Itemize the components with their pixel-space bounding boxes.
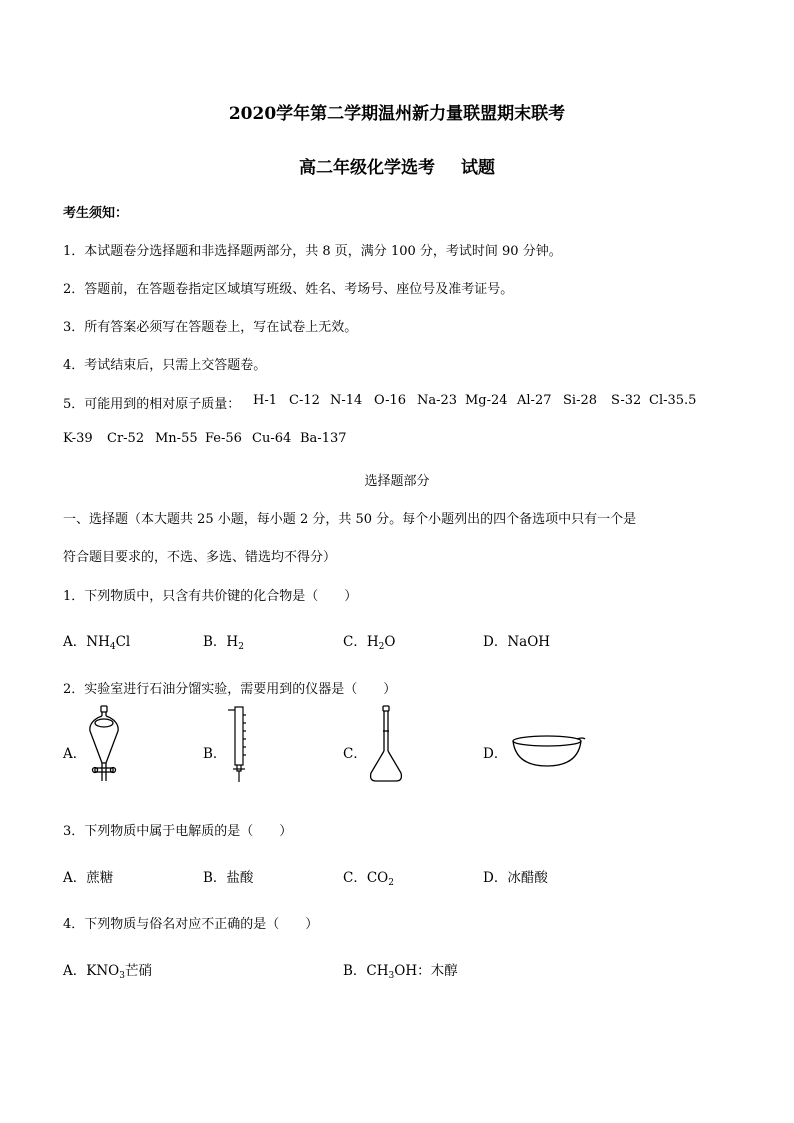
mass-cu: Cu-64 [252,431,292,446]
atomic-mass-prefix: 5．可能用到的相对原子质量： [63,397,241,412]
q3-option-a: A．蔗糖 [63,870,114,886]
question-3-stem: 3．下列物质中属于电解质的是（ ） [63,824,293,839]
mass-na: Na-23 [417,393,458,408]
notice-item-5 [63,393,240,412]
subtitle-suffix: 试题 [461,158,495,178]
notice-item-1: 1．本试题卷分选择题和非选择题两部分，共 8 页，满分 100 分，考试时间 90 分钟。 [63,244,562,259]
subtitle-main: 高二年级化学选考 [299,158,435,178]
burette-icon [224,705,254,785]
page-title: 2020学年第二学期温州新力量联盟期末联考 [228,104,566,124]
section-intro-line-1: 一、选择题（本大题共 25 小题，每小题 2 分，共 50 分。每个小题列出的四个备选项中只有一个是 [63,512,637,527]
q1-option-c: C．$H_2O$ [343,634,396,652]
q3-option-b: B．盐酸 [203,870,254,886]
page-subtitle [0,153,794,178]
question-4-stem: 4．下列物质与俗名对应不正确的是（ ） [63,917,319,932]
q4-option-a: A．$KNO_3$芒硝 [63,963,152,981]
mass-cl: Cl-35.5 [649,393,697,408]
mass-mg: Mg-24 [465,393,508,408]
q4-option-b: B．$CH_3OH$：木醇 [343,963,458,981]
q1-option-b: B．$H_2$ [203,634,244,652]
section-intro-line-2: 符合题目要求的，不选、多选、错选均不得分） [63,550,337,565]
q3-option-c: C．$CO_2$ [343,870,394,888]
mass-cr: Cr-52 [107,431,145,446]
q1-option-d: D．NaOH [483,634,551,650]
separatory-funnel-icon [84,705,124,785]
section-heading: 选择题部分 [364,474,430,489]
q1-option-a: A．$NH_4Cl$ [63,634,131,652]
volumetric-flask-icon [366,705,406,785]
q2-option-b-label: B． [203,746,227,762]
question-2-stem: 2．实验室进行石油分馏实验，需要用到的仪器是（ ） [63,682,397,697]
mass-al: Al-27 [517,393,552,408]
notice-item-3: 3．所有答案必须写在答题卷上，写在试卷上无效。 [63,320,358,335]
mass-s: S-32 [611,393,642,408]
evaporating-dish-icon [511,730,587,770]
mass-c: C-12 [289,393,320,408]
question-1-stem: 1．下列物质中，只含有共价键的化合物是（ ） [63,589,358,604]
q3-option-d: D．冰醋酸 [483,870,548,886]
mass-si: Si-28 [563,393,597,408]
notice-item-4: 4．考试结束后，只需上交答题卷。 [63,358,267,373]
mass-fe: Fe-56 [205,431,242,446]
q2-option-d-label: D． [483,746,508,762]
notice-item-2: 2．答题前，在答题卷指定区域填写班级、姓名、考场号、座位号及准考证号。 [63,282,514,297]
q2-option-a-label: A． [63,746,87,762]
mass-n: N-14 [330,393,363,408]
mass-o: O-16 [374,393,407,408]
mass-ba: Ba-137 [300,431,347,446]
q2-option-c-label: C． [343,746,367,762]
notice-heading: 考生须知： [63,206,129,221]
mass-k: K-39 [63,431,93,446]
mass-h: H-1 [253,393,278,408]
mass-mn: Mn-55 [155,431,198,446]
